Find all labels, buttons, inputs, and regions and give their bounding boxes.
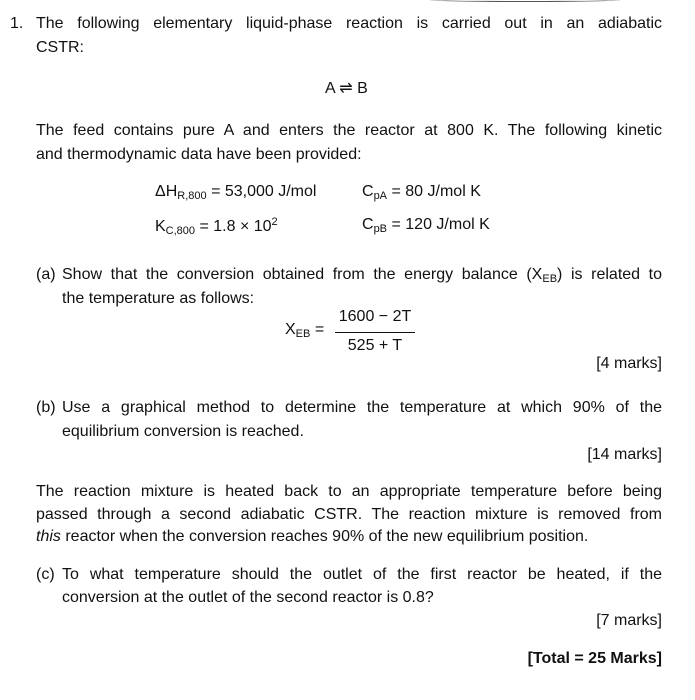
kc-exponent: 2 xyxy=(271,216,278,228)
part-c-line-1: To what temperature should the outlet of the first reactor be heated, if the xyxy=(62,566,662,583)
equation-lhs-subscript: EB xyxy=(295,328,311,340)
equation-lhs xyxy=(285,321,324,340)
equation-denominator: 525 + T xyxy=(347,337,403,354)
para-line-3-rest: reactor when the conversion reaches 90% of the new equilibrium position. xyxy=(60,528,589,545)
intro-line-2: CSTR: xyxy=(36,39,84,56)
kc-row xyxy=(155,216,278,237)
question-number: 1. xyxy=(10,15,24,32)
enthalpy-subscript: R,800 xyxy=(177,190,207,202)
part-a-text-post: ) is related to xyxy=(557,266,663,283)
kc-value: = 1.8 × 10 xyxy=(199,218,272,235)
cpa-symbol: C xyxy=(362,183,374,200)
equation-equals: = xyxy=(314,321,325,338)
enthalpy-value: = 53,000 J/mol xyxy=(211,183,317,200)
feed-line-1: The feed contains pure A and enters the reactor at 800 K. The following kinetic xyxy=(36,122,662,139)
scan-artifact-line xyxy=(430,0,620,2)
cpb-row xyxy=(362,216,490,235)
cpa-row xyxy=(362,183,481,202)
kc-subscript: C,800 xyxy=(165,225,196,237)
part-a-label: (a) xyxy=(36,266,56,283)
cpa-value: = 80 J/mol K xyxy=(391,183,481,200)
total-marks: [Total = 25 Marks] xyxy=(527,650,662,667)
part-a-subscript: EB xyxy=(542,273,558,285)
cpb-subscript: pB xyxy=(373,223,388,235)
cpb-symbol: C xyxy=(362,216,374,233)
part-c-line-2: conversion at the outlet of the second reactor is 0.8? xyxy=(62,589,434,606)
fraction-bar xyxy=(335,332,415,333)
part-c-label: (c) xyxy=(36,566,55,583)
part-a-text-pre: Show that the conversion obtained from the energy balance (X xyxy=(62,266,543,283)
para-line-2: passed through a second adiabatic CSTR. The reaction mixture is removed from xyxy=(36,506,662,523)
equation-lhs-symbol: X xyxy=(285,321,296,338)
part-b-label: (b) xyxy=(36,399,56,416)
para-line-1: The reaction mixture is heated back to an appropriate temperature before being xyxy=(36,483,662,500)
part-a-marks: [4 marks] xyxy=(596,355,662,372)
part-b-line-1: Use a graphical method to determine the temperature at which 90% of the xyxy=(62,399,662,416)
enthalpy-row xyxy=(155,183,316,202)
cpa-subscript: pA xyxy=(373,190,388,202)
enthalpy-symbol: ΔH xyxy=(155,183,178,200)
reaction-equation: A ⇌ B xyxy=(325,80,368,97)
para-line-3 xyxy=(36,528,588,546)
part-c-marks: [7 marks] xyxy=(596,612,662,629)
feed-line-2: and thermodynamic data have been provided: xyxy=(36,146,362,163)
para-italic-word: this xyxy=(36,528,61,545)
intro-line-1: The following elementary liquid-phase reaction is carried out in an adiabatic xyxy=(36,15,662,32)
kc-symbol: K xyxy=(155,218,166,235)
part-b-marks: [14 marks] xyxy=(587,446,662,463)
part-b-line-2: equilibrium conversion is reached. xyxy=(62,423,304,440)
equation-fraction xyxy=(335,308,415,355)
part-a-line-1 xyxy=(62,266,662,285)
equation-numerator: 1600 − 2T xyxy=(338,308,412,325)
cpb-value: = 120 J/mol K xyxy=(391,216,490,233)
part-a-line-2: the temperature as follows: xyxy=(62,290,255,307)
